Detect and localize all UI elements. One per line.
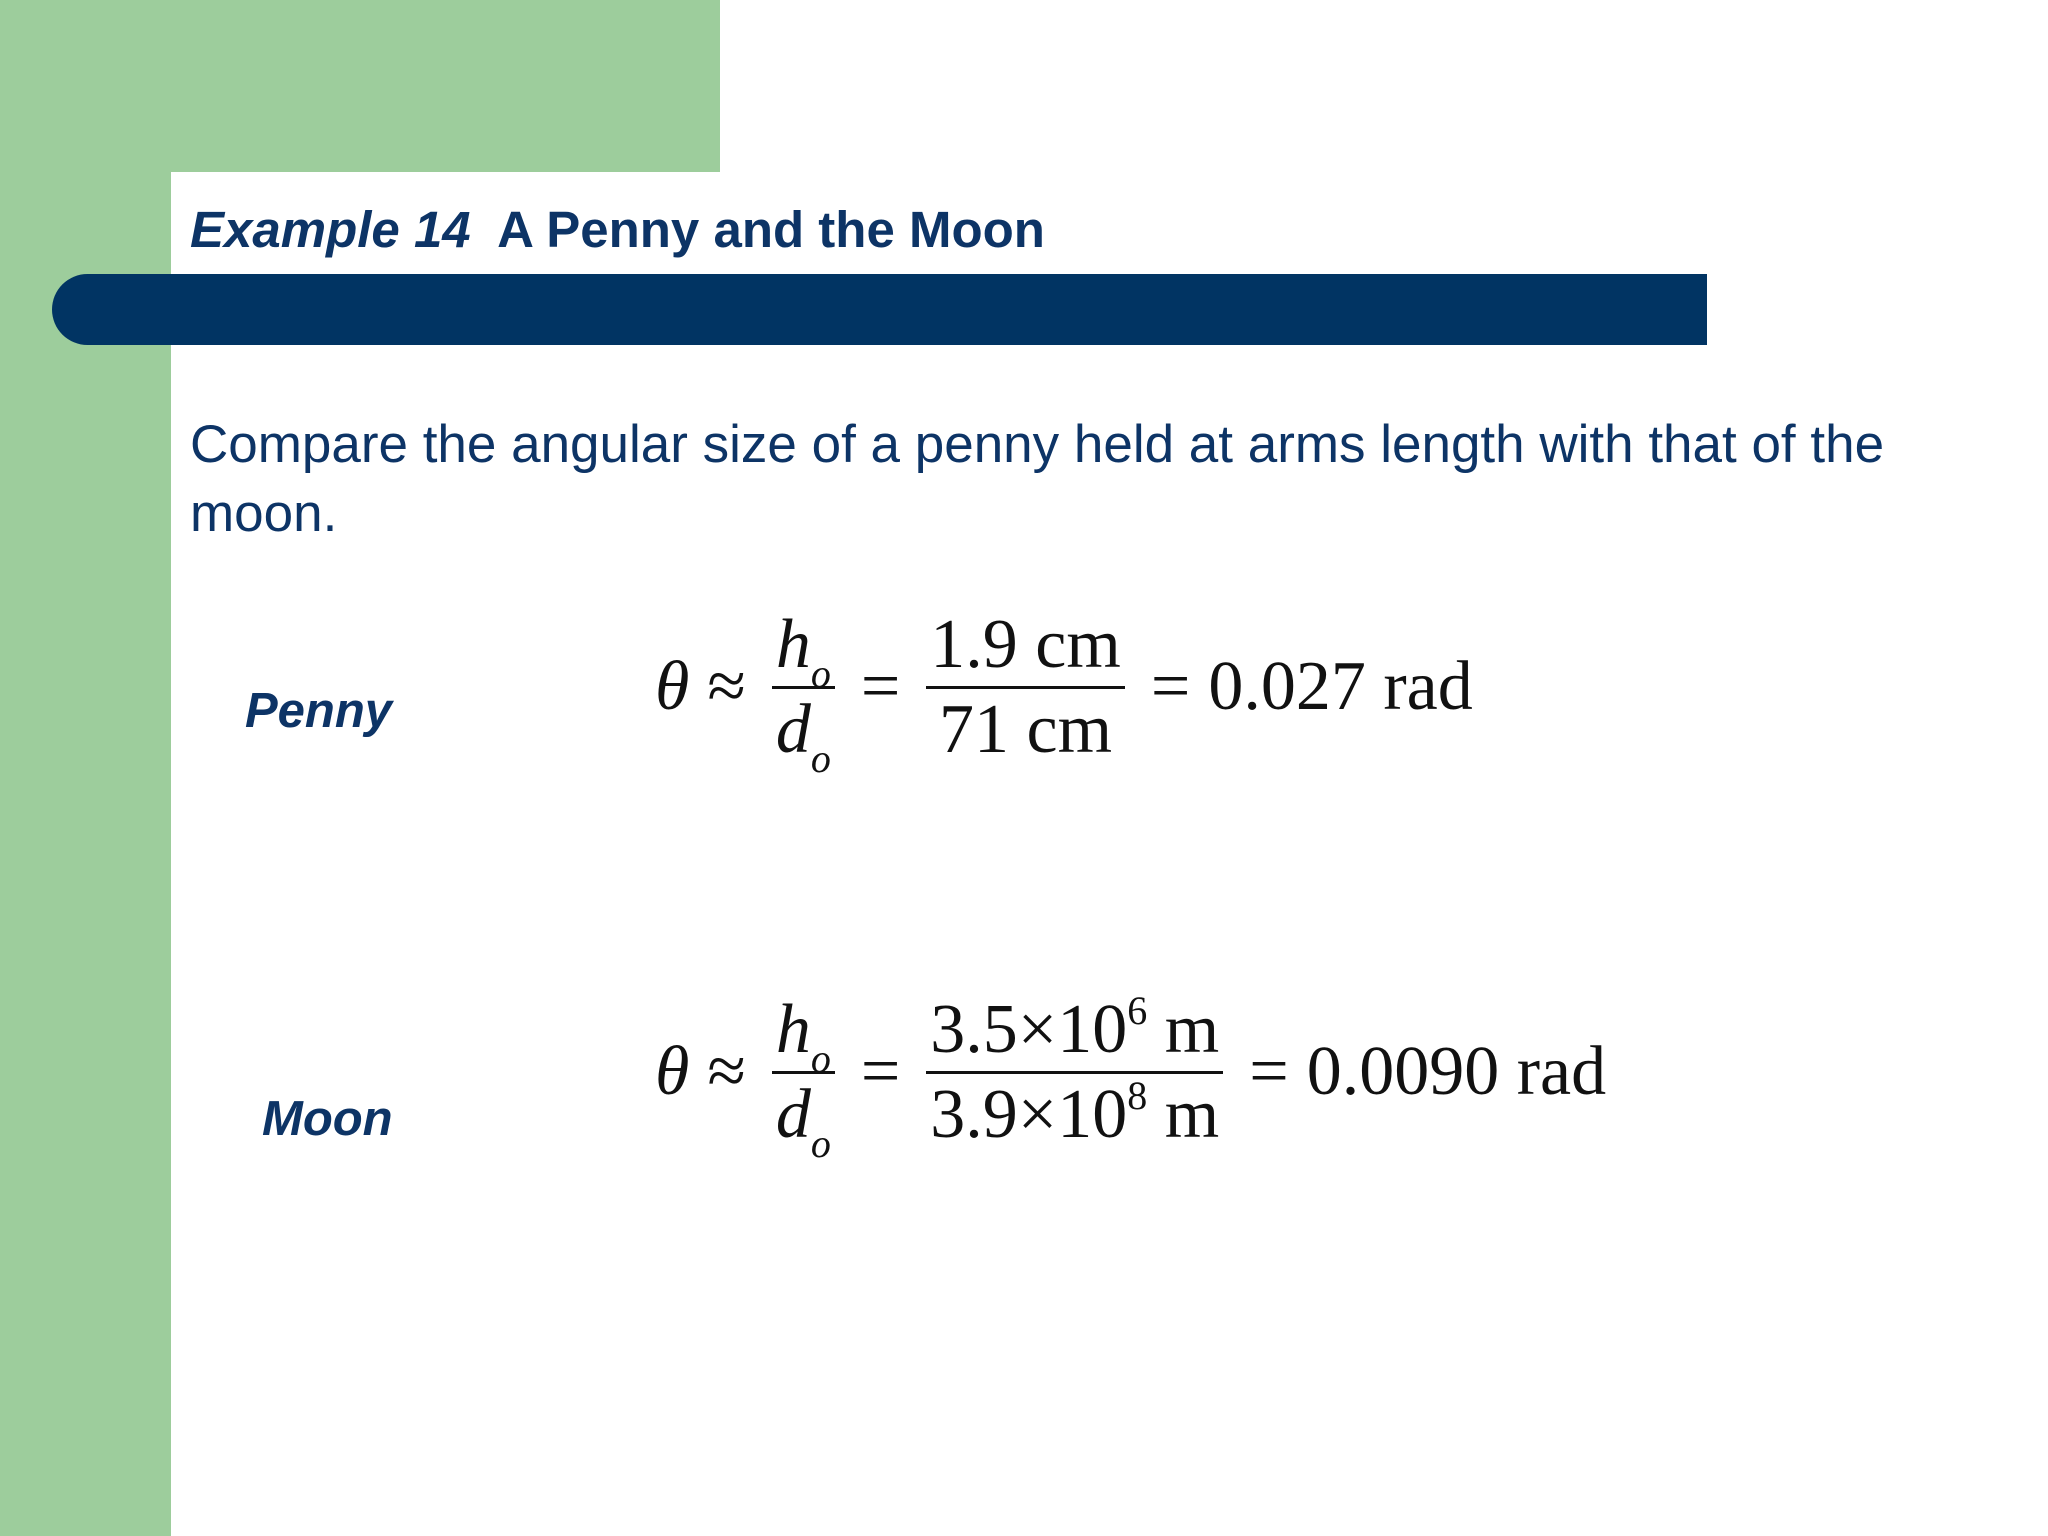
moon-distance-exponent: 8: [1127, 1072, 1148, 1118]
equals-sign: =: [1249, 1033, 1289, 1110]
equals-sign: =: [1150, 648, 1191, 725]
fraction-denominator: [772, 689, 835, 781]
subscript-o: o: [810, 735, 831, 781]
penny-distance-value: 71 cm: [939, 690, 1113, 768]
moon-diameter-mantissa: 3.5×10: [930, 991, 1128, 1068]
penny-label: Penny: [245, 684, 393, 738]
moon-equation: [655, 988, 1607, 1166]
penny-values-fraction: [926, 608, 1125, 766]
moon-distance-mantissa: 3.9×10: [930, 1075, 1128, 1153]
equals-sign: =: [860, 648, 901, 725]
subscript-o: o: [810, 651, 831, 696]
slide-title: [190, 201, 1045, 258]
subscript-o: o: [810, 1036, 831, 1081]
moon-values-fraction: [926, 988, 1223, 1153]
height-over-distance-fraction: [772, 606, 835, 781]
moon-diameter-value: [926, 988, 1223, 1074]
height-over-distance-fraction: [772, 991, 835, 1166]
green-background-side: [0, 0, 171, 1536]
h-symbol: h: [775, 606, 811, 683]
fraction-denominator: [772, 1074, 835, 1166]
theta-symbol: θ: [655, 648, 690, 725]
d-symbol: d: [775, 690, 811, 768]
h-symbol: h: [775, 991, 811, 1068]
approx-sign: ≈: [707, 648, 746, 725]
moon-diameter-exponent: 6: [1127, 988, 1148, 1033]
equals-sign: =: [860, 1033, 901, 1110]
penny-height-value: 1.9 cm: [926, 608, 1125, 689]
fraction-numerator: [772, 606, 835, 696]
fraction-numerator: [772, 991, 835, 1081]
approx-sign: ≈: [707, 1033, 746, 1110]
theta-symbol: θ: [655, 1033, 690, 1110]
subscript-o: o: [810, 1120, 831, 1166]
moon-result: 0.0090 rad: [1306, 1033, 1607, 1110]
problem-statement: Compare the angular size of a penny held at arms length with that of the moon.: [190, 415, 1885, 543]
content-panel: [171, 172, 2048, 1536]
moon-distance-unit: m: [1164, 1075, 1220, 1153]
moon-label: Moon: [262, 1092, 393, 1146]
penny-equation: [655, 606, 1473, 781]
title-text: A Penny and the Moon: [497, 201, 1045, 258]
title-example-number: Example 14: [190, 201, 471, 258]
moon-distance-value: [926, 1074, 1223, 1152]
penny-result: 0.027 rad: [1208, 648, 1473, 725]
moon-diameter-unit: m: [1164, 991, 1220, 1068]
d-symbol: d: [775, 1075, 811, 1153]
title-bar: [52, 274, 1707, 345]
